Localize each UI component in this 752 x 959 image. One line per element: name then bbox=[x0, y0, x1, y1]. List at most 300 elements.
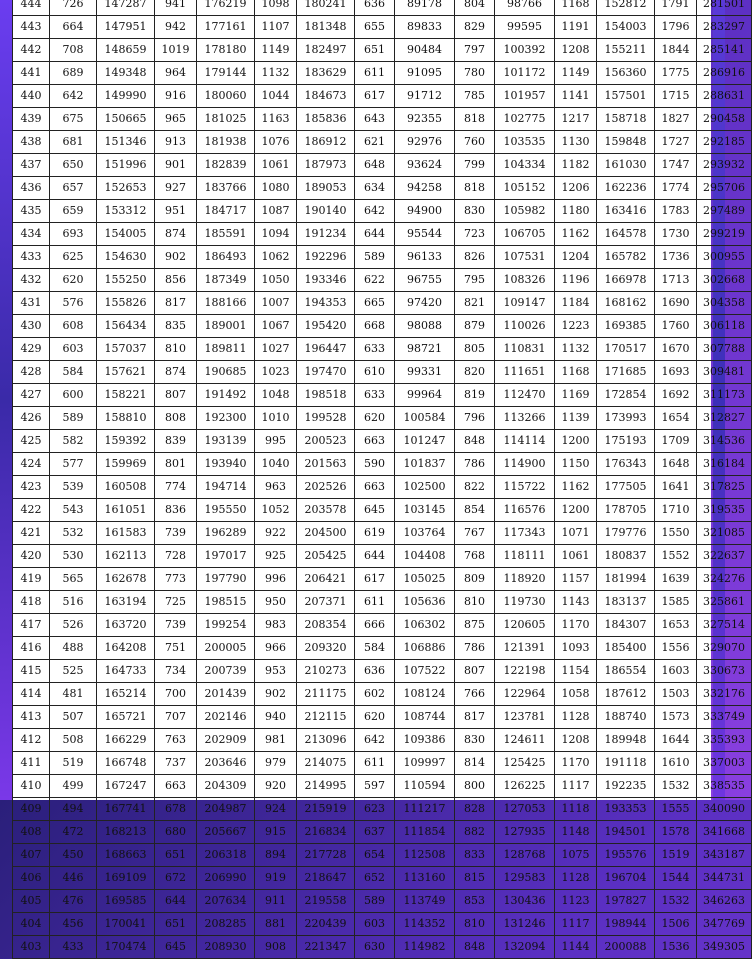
table-cell: 1555 bbox=[655, 798, 697, 821]
table-row bbox=[13, 108, 752, 131]
table-cell: 148659 bbox=[97, 39, 155, 62]
table-cell: 102775 bbox=[495, 108, 555, 131]
table-cell: 99964 bbox=[395, 384, 455, 407]
table-cell: 199528 bbox=[297, 407, 355, 430]
table-cell: 882 bbox=[455, 821, 495, 844]
table-cell: 1162 bbox=[555, 476, 597, 499]
table-cell: 288631 bbox=[697, 85, 752, 108]
table-cell: 645 bbox=[355, 499, 395, 522]
table-cell: 582 bbox=[50, 430, 97, 453]
table-cell: 428 bbox=[13, 361, 50, 384]
table-row bbox=[13, 660, 752, 683]
table-cell: 737 bbox=[155, 752, 197, 775]
table-row bbox=[13, 706, 752, 729]
table-cell: 644 bbox=[155, 890, 197, 913]
table-cell: 611 bbox=[355, 62, 395, 85]
table-cell: 410 bbox=[13, 775, 50, 798]
table-cell: 100584 bbox=[395, 407, 455, 430]
table-cell: 309481 bbox=[697, 361, 752, 384]
table-cell: 114352 bbox=[395, 913, 455, 936]
table-cell: 436 bbox=[13, 177, 50, 200]
table-cell: 151346 bbox=[97, 131, 155, 154]
table-cell: 101837 bbox=[395, 453, 455, 476]
table-cell: 751 bbox=[155, 637, 197, 660]
table-cell: 413 bbox=[13, 706, 50, 729]
table-cell: 190140 bbox=[297, 200, 355, 223]
table-cell: 1654 bbox=[655, 407, 697, 430]
table-cell: 109386 bbox=[395, 729, 455, 752]
table-cell: 299219 bbox=[697, 223, 752, 246]
table-cell: 1157 bbox=[555, 568, 597, 591]
table-cell: 807 bbox=[155, 384, 197, 407]
table-cell: 1519 bbox=[655, 844, 697, 867]
table-cell: 216834 bbox=[297, 821, 355, 844]
table-cell: 919 bbox=[255, 867, 297, 890]
table-cell: 1169 bbox=[555, 384, 597, 407]
table-cell: 184673 bbox=[297, 85, 355, 108]
table-cell: 170041 bbox=[97, 913, 155, 936]
table-cell: 1123 bbox=[555, 890, 597, 913]
table-cell: 118111 bbox=[495, 545, 555, 568]
table-cell: 346263 bbox=[697, 890, 752, 913]
table-cell: 1536 bbox=[655, 936, 697, 959]
table-cell: 785 bbox=[455, 85, 495, 108]
table-cell: 622 bbox=[355, 269, 395, 292]
table-cell: 166229 bbox=[97, 729, 155, 752]
table-cell: 848 bbox=[455, 430, 495, 453]
table-cell: 1736 bbox=[655, 246, 697, 269]
table-cell: 675 bbox=[50, 108, 97, 131]
table-cell: 1117 bbox=[555, 775, 597, 798]
table-cell: 302668 bbox=[697, 269, 752, 292]
table-cell: 763 bbox=[155, 729, 197, 752]
table-cell: 188740 bbox=[597, 706, 655, 729]
table-row bbox=[13, 16, 752, 39]
table-row bbox=[13, 131, 752, 154]
table-cell: 164578 bbox=[597, 223, 655, 246]
table-cell: 1094 bbox=[255, 223, 297, 246]
table-cell: 202526 bbox=[297, 476, 355, 499]
table-row bbox=[13, 430, 752, 453]
table-cell: 94258 bbox=[395, 177, 455, 200]
table-cell: 1827 bbox=[655, 108, 697, 131]
table-cell: 1132 bbox=[255, 62, 297, 85]
table-cell: 915 bbox=[255, 821, 297, 844]
table-cell: 406 bbox=[13, 867, 50, 890]
table-cell: 106302 bbox=[395, 614, 455, 637]
left-frame-edge bbox=[0, 0, 12, 800]
table-cell: 106886 bbox=[395, 637, 455, 660]
table-cell: 173993 bbox=[597, 407, 655, 430]
table-cell: 162113 bbox=[97, 545, 155, 568]
table-body bbox=[13, 0, 752, 959]
table-cell: 953 bbox=[255, 660, 297, 683]
table-cell: 113266 bbox=[495, 407, 555, 430]
table-cell: 172854 bbox=[597, 384, 655, 407]
table-cell: 1093 bbox=[555, 637, 597, 660]
table-cell: 193353 bbox=[597, 798, 655, 821]
table-cell: 817 bbox=[455, 706, 495, 729]
table-cell: 163194 bbox=[97, 591, 155, 614]
table-cell: 922 bbox=[255, 522, 297, 545]
table-cell: 170474 bbox=[97, 936, 155, 959]
table-cell: 149990 bbox=[97, 85, 155, 108]
table-cell: 124611 bbox=[495, 729, 555, 752]
table-cell: 307788 bbox=[697, 338, 752, 361]
table-cell: 481 bbox=[50, 683, 97, 706]
table-cell: 111651 bbox=[495, 361, 555, 384]
table-cell: 214995 bbox=[297, 775, 355, 798]
table-cell: 158221 bbox=[97, 384, 155, 407]
table-cell: 98721 bbox=[395, 338, 455, 361]
table-cell: 1610 bbox=[655, 752, 697, 775]
table-cell: 499 bbox=[50, 775, 97, 798]
table-cell: 202909 bbox=[197, 729, 255, 752]
table-cell: 164208 bbox=[97, 637, 155, 660]
table-cell: 810 bbox=[455, 913, 495, 936]
table-cell: 408 bbox=[13, 821, 50, 844]
table-cell: 441 bbox=[13, 62, 50, 85]
table-cell: 1196 bbox=[555, 269, 597, 292]
table-cell: 854 bbox=[455, 499, 495, 522]
table-cell: 194353 bbox=[297, 292, 355, 315]
table-cell: 159969 bbox=[97, 453, 155, 476]
table-cell: 212115 bbox=[297, 706, 355, 729]
table-cell: 412 bbox=[13, 729, 50, 752]
table-cell: 200088 bbox=[597, 936, 655, 959]
table-cell: 942 bbox=[155, 16, 197, 39]
table-row bbox=[13, 39, 752, 62]
table-cell: 98088 bbox=[395, 315, 455, 338]
table-cell: 283297 bbox=[697, 16, 752, 39]
table-cell: 1191 bbox=[555, 16, 597, 39]
table-cell: 630 bbox=[355, 936, 395, 959]
table-cell: 620 bbox=[50, 269, 97, 292]
table-cell: 182497 bbox=[297, 39, 355, 62]
table-cell: 160508 bbox=[97, 476, 155, 499]
table-cell: 163720 bbox=[97, 614, 155, 637]
table-cell: 530 bbox=[50, 545, 97, 568]
table-cell: 188166 bbox=[197, 292, 255, 315]
table-cell: 1170 bbox=[555, 614, 597, 637]
table-cell: 925 bbox=[255, 545, 297, 568]
table-cell: 203578 bbox=[297, 499, 355, 522]
table-cell: 657 bbox=[50, 177, 97, 200]
table-cell: 927 bbox=[155, 177, 197, 200]
table-row bbox=[13, 798, 752, 821]
table-cell: 874 bbox=[155, 223, 197, 246]
table-cell: 1182 bbox=[555, 154, 597, 177]
table-cell: 425 bbox=[13, 430, 50, 453]
table-cell: 197827 bbox=[597, 890, 655, 913]
table-cell: 1163 bbox=[255, 108, 297, 131]
table-cell: 96133 bbox=[395, 246, 455, 269]
table-row bbox=[13, 315, 752, 338]
table-cell: 161030 bbox=[597, 154, 655, 177]
table-cell: 805 bbox=[455, 338, 495, 361]
table-cell: 91095 bbox=[395, 62, 455, 85]
table-cell: 1200 bbox=[555, 499, 597, 522]
table-cell: 1208 bbox=[555, 39, 597, 62]
table-cell: 655 bbox=[355, 16, 395, 39]
table-cell: 193940 bbox=[197, 453, 255, 476]
table-row bbox=[13, 292, 752, 315]
table-row bbox=[13, 752, 752, 775]
table-row bbox=[13, 591, 752, 614]
table-cell: 185836 bbox=[297, 108, 355, 131]
table-cell: 442 bbox=[13, 39, 50, 62]
table-cell: 414 bbox=[13, 683, 50, 706]
table-cell: 195550 bbox=[197, 499, 255, 522]
table-cell: 197470 bbox=[297, 361, 355, 384]
table-cell: 185591 bbox=[197, 223, 255, 246]
table-cell: 179776 bbox=[597, 522, 655, 545]
table-cell: 198515 bbox=[197, 591, 255, 614]
table-cell: 183629 bbox=[297, 62, 355, 85]
score-table-container bbox=[12, 0, 745, 953]
table-cell: 620 bbox=[355, 706, 395, 729]
table-cell: 110026 bbox=[495, 315, 555, 338]
table-cell: 1783 bbox=[655, 200, 697, 223]
table-cell: 218647 bbox=[297, 867, 355, 890]
table-cell: 205667 bbox=[197, 821, 255, 844]
table-cell: 589 bbox=[355, 890, 395, 913]
table-cell: 916 bbox=[155, 85, 197, 108]
table-cell: 189811 bbox=[197, 338, 255, 361]
table-cell: 760 bbox=[455, 131, 495, 154]
table-cell: 178180 bbox=[197, 39, 255, 62]
table-cell: 617 bbox=[355, 85, 395, 108]
table-cell: 848 bbox=[455, 936, 495, 959]
table-cell: 177505 bbox=[597, 476, 655, 499]
table-cell: 610 bbox=[355, 361, 395, 384]
table-cell: 644 bbox=[355, 223, 395, 246]
table-cell: 290458 bbox=[697, 108, 752, 131]
table-cell: 1206 bbox=[555, 177, 597, 200]
table-cell: 168663 bbox=[97, 844, 155, 867]
table-cell: 611 bbox=[355, 591, 395, 614]
table-cell: 311173 bbox=[697, 384, 752, 407]
table-cell: 90484 bbox=[395, 39, 455, 62]
table-cell: 206421 bbox=[297, 568, 355, 591]
table-cell: 621 bbox=[355, 131, 395, 154]
table-cell: 152812 bbox=[597, 0, 655, 16]
table-cell: 154003 bbox=[597, 16, 655, 39]
table-cell: 1506 bbox=[655, 913, 697, 936]
table-cell: 780 bbox=[455, 62, 495, 85]
table-cell: 642 bbox=[50, 85, 97, 108]
table-cell: 1132 bbox=[555, 338, 597, 361]
table-cell: 130436 bbox=[495, 890, 555, 913]
table-cell: 1791 bbox=[655, 0, 697, 16]
table-cell: 89833 bbox=[395, 16, 455, 39]
table-cell: 416 bbox=[13, 637, 50, 660]
table-row bbox=[13, 913, 752, 936]
table-cell: 114114 bbox=[495, 430, 555, 453]
table-row bbox=[13, 821, 752, 844]
table-cell: 281501 bbox=[697, 0, 752, 16]
table-cell: 107522 bbox=[395, 660, 455, 683]
table-cell: 700 bbox=[155, 683, 197, 706]
table-cell: 799 bbox=[455, 154, 495, 177]
table-cell: 902 bbox=[155, 246, 197, 269]
table-cell: 651 bbox=[355, 39, 395, 62]
table-cell: 963 bbox=[255, 476, 297, 499]
table-cell: 644 bbox=[355, 545, 395, 568]
table-cell: 300955 bbox=[697, 246, 752, 269]
table-cell: 680 bbox=[155, 821, 197, 844]
table-cell: 204987 bbox=[197, 798, 255, 821]
table-cell: 1578 bbox=[655, 821, 697, 844]
table-row bbox=[13, 0, 752, 16]
table-cell: 202146 bbox=[197, 706, 255, 729]
table-cell: 1760 bbox=[655, 315, 697, 338]
table-cell: 1715 bbox=[655, 85, 697, 108]
table-cell: 820 bbox=[455, 361, 495, 384]
table-cell: 707 bbox=[155, 706, 197, 729]
table-cell: 165782 bbox=[597, 246, 655, 269]
table-cell: 835 bbox=[155, 315, 197, 338]
table-cell: 165214 bbox=[97, 683, 155, 706]
table-cell: 494 bbox=[50, 798, 97, 821]
table-cell: 108124 bbox=[395, 683, 455, 706]
table-cell: 726 bbox=[50, 0, 97, 16]
table-cell: 105025 bbox=[395, 568, 455, 591]
table-cell: 1713 bbox=[655, 269, 697, 292]
table-row bbox=[13, 775, 752, 798]
table-cell: 116576 bbox=[495, 499, 555, 522]
table-cell: 159392 bbox=[97, 430, 155, 453]
table-cell: 1023 bbox=[255, 361, 297, 384]
table-cell: 155211 bbox=[597, 39, 655, 62]
table-cell: 1550 bbox=[655, 522, 697, 545]
table-cell: 114982 bbox=[395, 936, 455, 959]
table-cell: 329070 bbox=[697, 637, 752, 660]
table-cell: 590 bbox=[355, 453, 395, 476]
table-cell: 150665 bbox=[97, 108, 155, 131]
table-cell: 1117 bbox=[555, 913, 597, 936]
table-cell: 154005 bbox=[97, 223, 155, 246]
table-cell: 297489 bbox=[697, 200, 752, 223]
table-cell: 100392 bbox=[495, 39, 555, 62]
table-cell: 1143 bbox=[555, 591, 597, 614]
table-row bbox=[13, 246, 752, 269]
table-cell: 810 bbox=[455, 591, 495, 614]
table-cell: 979 bbox=[255, 752, 297, 775]
table-cell: 1730 bbox=[655, 223, 697, 246]
table-cell: 881 bbox=[255, 913, 297, 936]
table-cell: 1076 bbox=[255, 131, 297, 154]
table-cell: 901 bbox=[155, 154, 197, 177]
table-cell: 180241 bbox=[297, 0, 355, 16]
table-cell: 340090 bbox=[697, 798, 752, 821]
table-cell: 623 bbox=[355, 798, 395, 821]
table-cell: 108326 bbox=[495, 269, 555, 292]
table-cell: 476 bbox=[50, 890, 97, 913]
table-cell: 1128 bbox=[555, 867, 597, 890]
table-cell: 151996 bbox=[97, 154, 155, 177]
table-cell: 201563 bbox=[297, 453, 355, 476]
table-cell: 321085 bbox=[697, 522, 752, 545]
table-cell: 181348 bbox=[297, 16, 355, 39]
table-cell: 347769 bbox=[697, 913, 752, 936]
table-cell: 285141 bbox=[697, 39, 752, 62]
table-cell: 668 bbox=[355, 315, 395, 338]
table-cell: 99331 bbox=[395, 361, 455, 384]
table-cell: 808 bbox=[155, 407, 197, 430]
table-cell: 322637 bbox=[697, 545, 752, 568]
table-cell: 725 bbox=[155, 591, 197, 614]
table-cell: 633 bbox=[355, 384, 395, 407]
table-cell: 159848 bbox=[597, 131, 655, 154]
table-cell: 92355 bbox=[395, 108, 455, 131]
table-cell: 516 bbox=[50, 591, 97, 614]
table-cell: 97420 bbox=[395, 292, 455, 315]
table-cell: 185400 bbox=[597, 637, 655, 660]
table-cell: 314536 bbox=[697, 430, 752, 453]
table-cell: 663 bbox=[355, 430, 395, 453]
table-cell: 195420 bbox=[297, 315, 355, 338]
table-cell: 180060 bbox=[197, 85, 255, 108]
table-cell: 181994 bbox=[597, 568, 655, 591]
table-cell: 1648 bbox=[655, 453, 697, 476]
table-cell: 665 bbox=[355, 292, 395, 315]
table-cell: 822 bbox=[455, 476, 495, 499]
table-cell: 167247 bbox=[97, 775, 155, 798]
table-cell: 1585 bbox=[655, 591, 697, 614]
table-cell: 197017 bbox=[197, 545, 255, 568]
table-cell: 157501 bbox=[597, 85, 655, 108]
table-cell: 689 bbox=[50, 62, 97, 85]
table-cell: 196447 bbox=[297, 338, 355, 361]
table-cell: 106705 bbox=[495, 223, 555, 246]
table-cell: 196704 bbox=[597, 867, 655, 890]
table-cell: 169585 bbox=[97, 890, 155, 913]
table-cell: 420 bbox=[13, 545, 50, 568]
table-cell: 426 bbox=[13, 407, 50, 430]
table-cell: 651 bbox=[155, 844, 197, 867]
table-cell: 111217 bbox=[395, 798, 455, 821]
table-cell: 519 bbox=[50, 752, 97, 775]
table-cell: 127053 bbox=[495, 798, 555, 821]
table-cell: 600 bbox=[50, 384, 97, 407]
table-cell: 208930 bbox=[197, 936, 255, 959]
table-cell: 194501 bbox=[597, 821, 655, 844]
table-cell: 111854 bbox=[395, 821, 455, 844]
table-cell: 422 bbox=[13, 499, 50, 522]
table-cell: 194714 bbox=[197, 476, 255, 499]
table-cell: 293932 bbox=[697, 154, 752, 177]
table-cell: 894 bbox=[255, 844, 297, 867]
table-cell: 723 bbox=[455, 223, 495, 246]
table-cell: 102500 bbox=[395, 476, 455, 499]
table-cell: 337003 bbox=[697, 752, 752, 775]
table-row bbox=[13, 890, 752, 913]
table-cell: 439 bbox=[13, 108, 50, 131]
table-cell: 767 bbox=[455, 522, 495, 545]
table-cell: 168162 bbox=[597, 292, 655, 315]
table-cell: 91712 bbox=[395, 85, 455, 108]
table-cell: 192235 bbox=[597, 775, 655, 798]
table-cell: 611 bbox=[355, 752, 395, 775]
table-cell: 180837 bbox=[597, 545, 655, 568]
table-cell: 186554 bbox=[597, 660, 655, 683]
table-cell: 418 bbox=[13, 591, 50, 614]
table-cell: 666 bbox=[355, 614, 395, 637]
table-cell: 941 bbox=[155, 0, 197, 16]
table-row bbox=[13, 200, 752, 223]
table-cell: 211175 bbox=[297, 683, 355, 706]
